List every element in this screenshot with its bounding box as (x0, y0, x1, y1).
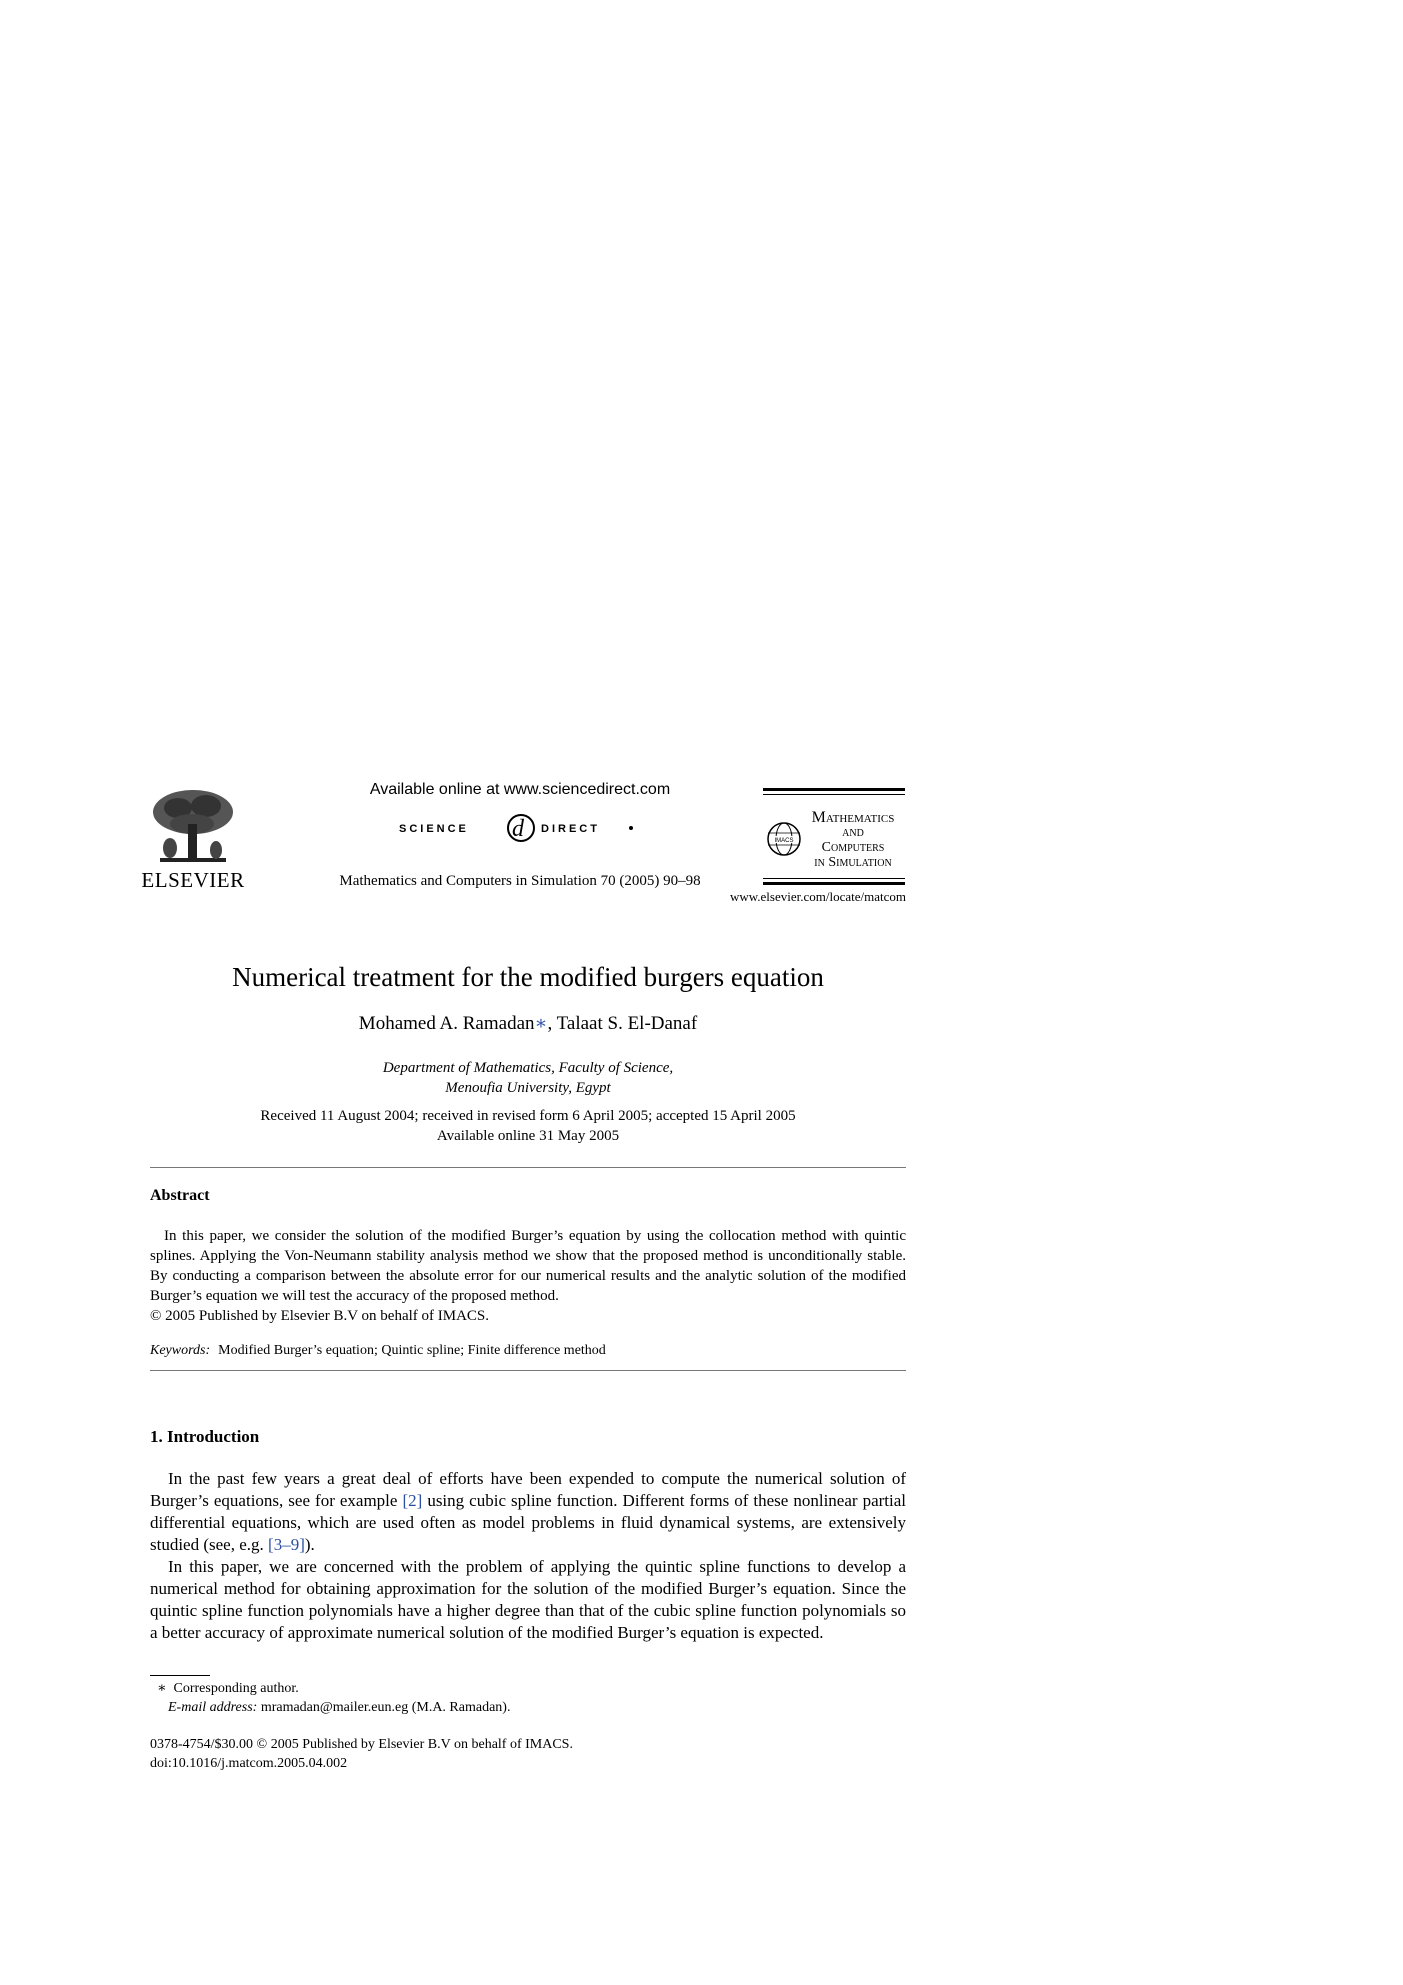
citation-link[interactable]: [2] (402, 1491, 423, 1510)
journal-logo-title (798, 810, 908, 870)
abstract-copyright: © 2005 Published by Elsevier B.V on behalf of IMACS. (150, 1308, 490, 1324)
abstract-text: In this paper, we consider the solution of the modified Burger’s equation by using the collocation method with quintic splines. Applying the Von-Neumann stability analysis method we show that the proposed method is unconditionally stable. By conducting a comparison between the absolute error for our numerical results and the analytic solution of the modified Burger’s equation we will test the accuracy of the proposed method. (150, 1228, 906, 1304)
footnote-text: Corresponding author. (173, 1681, 299, 1696)
footnote-marker: ∗ (157, 1681, 167, 1696)
keywords (150, 1343, 606, 1359)
issn-line: 0378-4754/$30.00 © 2005 Published by Elsevier B.V on behalf of IMACS. (150, 1737, 573, 1752)
email-address[interactable]: mramadan@mailer.eun.eg (M.A. Ramadan). (260, 1700, 511, 1715)
history-dates: Received 11 August 2004; received in revised form 6 April 2005; accepted 15 April 2005 (260, 1108, 796, 1124)
affiliation-line: Menoufia University, Egypt (445, 1080, 611, 1096)
journal-logo-rule (763, 794, 905, 795)
affiliation-line: Department of Mathematics, Faculty of Science, (382, 1060, 674, 1076)
sd-right-text: DIRECT (541, 823, 600, 835)
corresponding-author-marker[interactable]: ∗ (534, 1013, 548, 1034)
introduction-body (150, 1468, 906, 1644)
intro-text: In the past few years a great deal of efforts have been expended to compute the numerical solution of Burger’s equations, see for example (150, 1469, 906, 1510)
journal-logo-rule (763, 878, 905, 879)
abstract-body (150, 1226, 906, 1306)
sciencedirect-logo (395, 806, 645, 846)
journal-reference: Mathematics and Computers in Simulation 70 (2005) 90–98 (339, 873, 701, 889)
section-divider (150, 1167, 906, 1168)
journal-logo-line: in Simulation (814, 855, 892, 870)
footnote-corresponding (157, 1680, 299, 1697)
imacs-label: IMACS (774, 838, 794, 844)
author-list (150, 1012, 906, 1035)
section-divider (150, 1370, 906, 1371)
available-online-text: Available online at www.sciencedirect.com (369, 781, 671, 798)
author-name: Talaat S. El-Danaf (556, 1013, 698, 1034)
keywords-list: Modified Burger’s equation; Quintic spline; Finite difference method (218, 1343, 606, 1358)
affiliation (150, 1058, 906, 1098)
journal-logo-rule (763, 882, 905, 885)
paper-title: Numerical treatment for the modified burgers equation (232, 962, 824, 992)
journal-logo-line: Computers (821, 840, 885, 855)
elsevier-tree-logo (148, 788, 238, 870)
footnote-rule (150, 1675, 210, 1676)
doi-line[interactable]: doi:10.1016/j.matcom.2005.04.002 (150, 1756, 348, 1771)
abstract-heading: Abstract (150, 1187, 210, 1204)
intro-paragraph: In this paper, we are concerned with the problem of applying the quintic spline functions to develop a numerical method for obtaining approximation for the solution of the modified Burger’s equation. Since the quintic spline function polynomials have a higher degree than that of the cubic spline function polynomials so a better accuracy of approximate numerical solution of the modified Burger’s equation is expected. (150, 1557, 906, 1642)
publisher-wordmark: ELSEVIER (141, 868, 245, 892)
footer-publication-info (150, 1735, 573, 1773)
journal-url[interactable]: www.elsevier.com/locate/matcom (729, 889, 906, 904)
journal-logo-line: and (842, 825, 864, 840)
svg-text:d: d (512, 816, 524, 842)
intro-paragraph (150, 1468, 906, 1556)
author-name: Mohamed A. Ramadan (358, 1013, 535, 1034)
article-dates (150, 1106, 906, 1146)
footnote-email (168, 1700, 510, 1716)
journal-logo-line: Mathematics (811, 809, 895, 826)
intro-text: using cubic spline function. Different forms of these nonlinear partial differential equations, which are used often as model problems in fluid dynamical systems, are extensively studied (see, e.g. (150, 1491, 906, 1554)
citation-link[interactable]: [3–9] (268, 1535, 305, 1554)
intro-text: ). (304, 1535, 315, 1554)
author-separator: , (547, 1013, 557, 1034)
keywords-label: Keywords: (150, 1343, 211, 1358)
sd-left-text: SCIENCE (399, 823, 469, 835)
section-heading-introduction: 1. Introduction (150, 1427, 260, 1446)
email-label: E-mail address: (168, 1700, 258, 1715)
journal-logo-rule (763, 788, 905, 791)
online-date: Available online 31 May 2005 (436, 1128, 620, 1144)
